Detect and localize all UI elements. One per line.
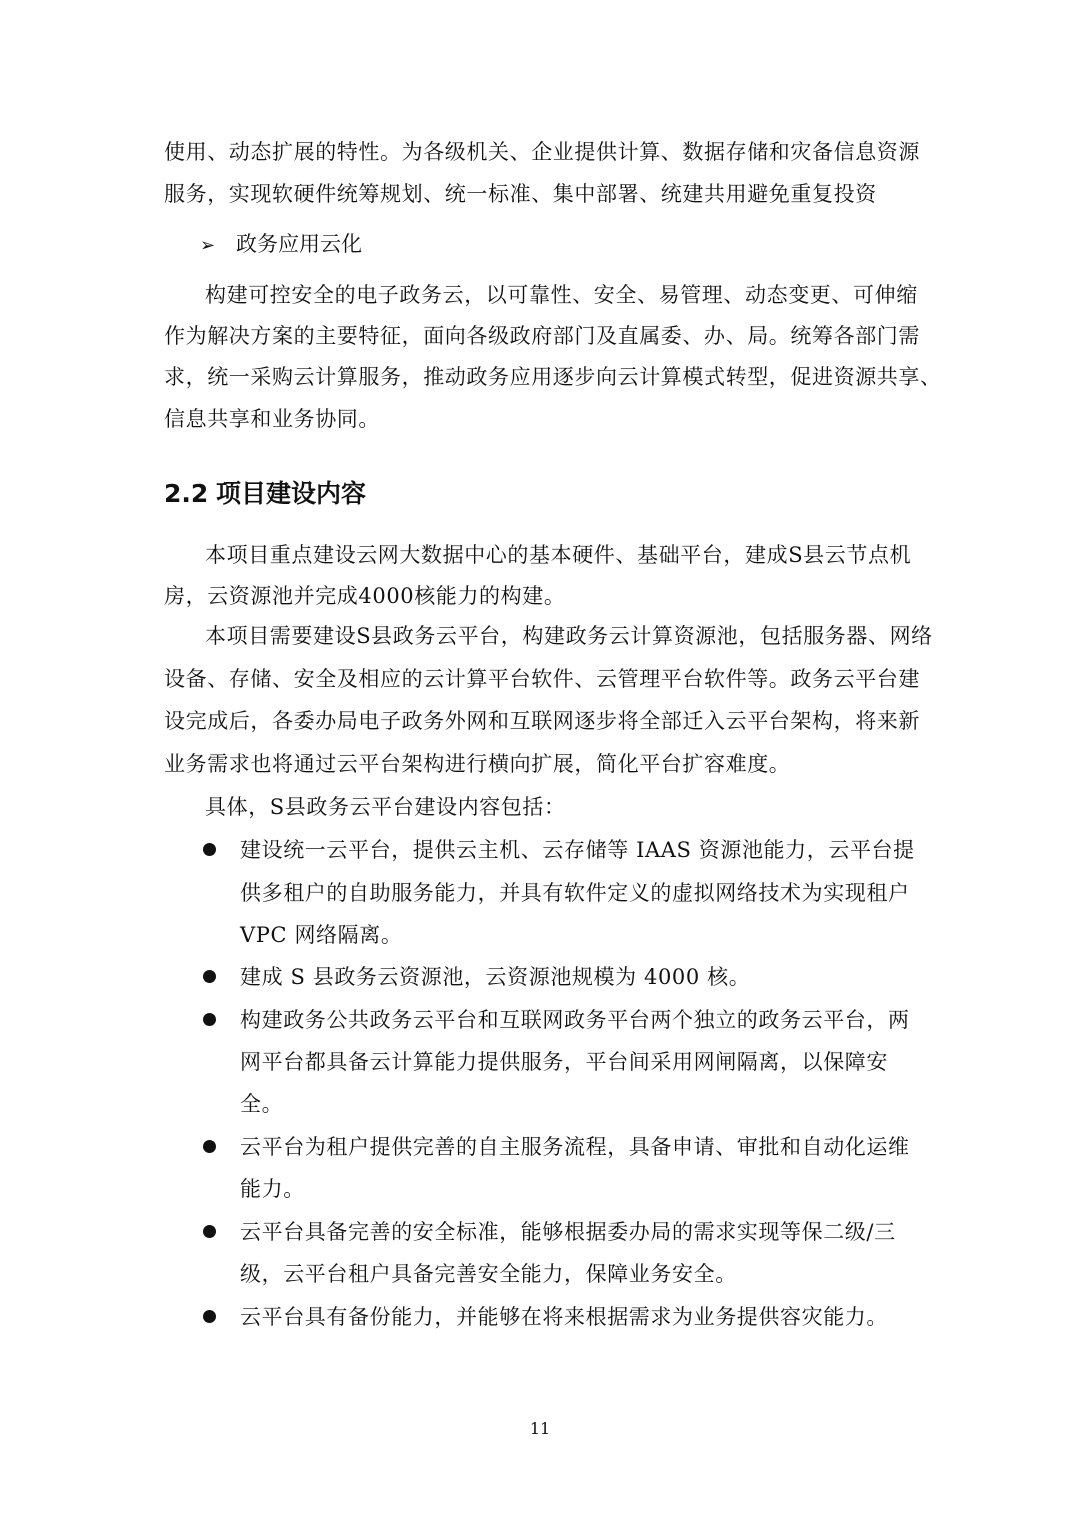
- paragraph-1-line-2: 房，云资源池并完成4000核能力的构建。: [164, 584, 566, 608]
- paragraph-1-line-1: 本项目重点建设云网大数据中心的基本硬件、基础平台，建成S县云节点机: [205, 543, 912, 567]
- subheading-text: 政务应用云化: [236, 232, 362, 256]
- paragraph-2-line-4: 业务需求也将通过云平台架构进行横向扩展，简化平台扩容难度。: [164, 752, 791, 776]
- paragraph-2-line-2: 设备、存储、安全及相应的云计算平台软件、云管理平台软件等。政务云平台建: [164, 667, 920, 691]
- bullet-1-line-1: 建设统一云平台，提供云主机、云存储等 IAAS 资源池能力，云平台提: [240, 838, 915, 862]
- gov-cloud-line-2: 作为解决方案的主要特征，面向各级政府部门及直属委、办、局。统筹各部门需: [164, 324, 920, 348]
- bullet-6-line-1: 云平台具有备份能力，并能够在将来根据需求为业务提供容灾能力。: [240, 1305, 888, 1329]
- bullet-dot-icon: [203, 1013, 216, 1026]
- bullet-dot-icon: [203, 1140, 216, 1153]
- bullet-4-line-1: 云平台为租户提供完善的自主服务流程，具备申请、审批和自动化运维: [240, 1135, 910, 1159]
- arrow-bullet-icon: ➢: [200, 235, 216, 256]
- list-intro: 具体，S县政务云平台建设内容包括：: [205, 795, 566, 819]
- bullet-4-line-2: 能力。: [240, 1177, 305, 1201]
- gov-cloud-line-4: 信息共享和业务协同。: [164, 407, 380, 431]
- bullet-2-line-1: 建成 S 县政务云资源池，云资源池规模为 4000 核。: [240, 965, 751, 989]
- gov-cloud-line-1: 构建可控安全的电子政务云，以可靠性、安全、易管理、动态变更、可伸缩: [205, 283, 918, 307]
- bullet-dot-icon: [203, 1310, 216, 1323]
- section-heading: [164, 477, 366, 511]
- gov-cloud-line-3: 求，统一采购云计算服务，推动政务应用逐步向云计算模式转型，促进资源共享、: [164, 365, 942, 389]
- bullet-dot-icon: [203, 970, 216, 983]
- bullet-dot-icon: [203, 1225, 216, 1238]
- intro-line-1: 使用、动态扩展的特性。为各级机关、企业提供计算、数据存储和灾备信息资源: [164, 140, 920, 164]
- bullet-3-line-2: 网平台都具备云计算能力提供服务，平台间采用网闸隔离，以保障安: [240, 1050, 888, 1074]
- bullet-5-line-2: 级，云平台租户具备完善安全能力，保障业务安全。: [240, 1262, 737, 1286]
- bullet-1-line-2: 供多租户的自助服务能力，并具有软件定义的虚拟网络技术为实现租户: [240, 881, 910, 905]
- paragraph-2-line-1: 本项目需要建设S县政务云平台，构建政务云计算资源池，包括服务器、网络: [205, 624, 933, 648]
- bullet-3-line-1: 构建政务公共政务云平台和互联网政务平台两个独立的政务云平台，两: [240, 1008, 910, 1032]
- paragraph-2-line-3: 设完成后，各委办局电子政务外网和互联网逐步将全部迁入云平台架构，将来新: [164, 709, 920, 733]
- bullet-5-line-1: 云平台具备完善的安全标准，能够根据委办局的需求实现等保二级/三: [240, 1220, 896, 1244]
- page-number: 11: [529, 1419, 551, 1438]
- section-number: 2.2: [164, 479, 209, 508]
- bullet-dot-icon: [203, 843, 216, 856]
- subheading: [200, 229, 362, 261]
- intro-line-2: 服务，实现软硬件统筹规划、统一标准、集中部署、统建共用避免重复投资: [164, 182, 877, 206]
- bullet-3-line-3: 全。: [240, 1092, 284, 1116]
- section-title-text: 项目建设内容: [216, 479, 367, 508]
- bullet-1-line-3: VPC 网络隔离。: [240, 923, 403, 947]
